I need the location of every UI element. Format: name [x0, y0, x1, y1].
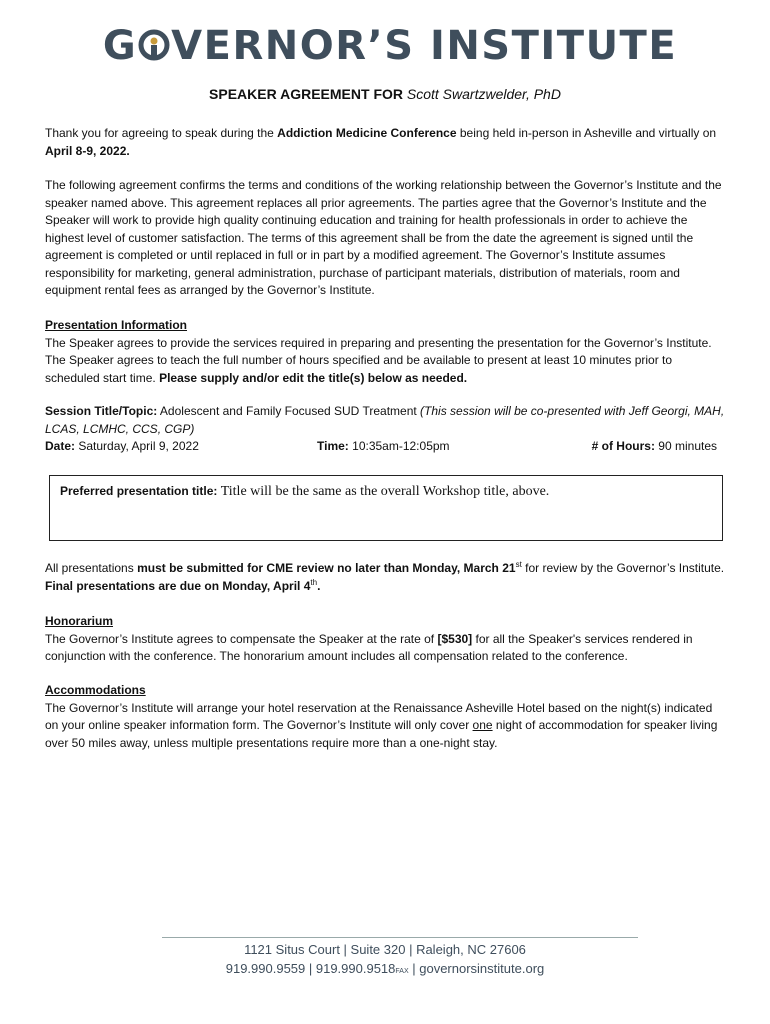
- presentation-heading: Presentation Information: [45, 318, 188, 332]
- logo-text-start: G: [102, 23, 138, 69]
- session-time: Time: 10:35am-12:05pm: [317, 439, 450, 453]
- footer-address: 1121 Situs Court | Suite 320 | Raleigh, NC 27606: [244, 942, 526, 957]
- footer-contact: 919.990.9559 | 919.990.9518FAX | governorsinstitute.org: [225, 961, 545, 976]
- session-title: Adolescent and Family Focused SUD Treatment: [159, 404, 417, 418]
- agreement-paragraph: The following agreement confirms the terms and conditions of the working relationship between the Governor’s Institute and the speaker named above. This agreement replaces all prior agreements. The parties agree that the Governor’s Institute and the Speaker will work to provide high quality continuing education and training for health professionals in order to achieve the highest level of customer satisfaction. The terms of this agreement shall be from the date the agreement is signed until the agreement is completed or until replaced in full or in part by a modified agreement. The Governor’s Institute assumes responsibility for marketing, general administration, purchase of participant materials, distribution of materials, room and equipment rental fees as arranged by the Governor’s Institute.: [45, 178, 722, 297]
- logo-o-person-icon: [138, 29, 170, 61]
- submission-paragraph: All presentations must be submitted for CME review no later than Monday, March 21st for review by the Governor’s Institute. Final presentations are due on Monday, April 4th.: [45, 560, 725, 593]
- footer-divider: [162, 937, 638, 938]
- honorarium-amount: [$530]: [437, 631, 473, 646]
- session-info: Session Title/Topic: Adolescent and Family Focused SUD Treatment (This session will be co-presented with Jeff Georgi, MAH, LCAS, LCMHC, CCS, CGP): [45, 404, 725, 436]
- logo-text-end: VERNOR’S INSTITUTE: [171, 23, 678, 69]
- preferred-title-value: Title will be the same as the overall Workshop title, above.: [220, 484, 550, 499]
- accommodations-heading: Accommodations: [45, 683, 146, 697]
- website-link[interactable]: | governorsinstitute.org: [412, 961, 545, 976]
- honorarium-heading: Honorarium: [45, 614, 114, 628]
- session-date: Date: Saturday, April 9, 2022: [45, 439, 199, 453]
- preferred-title-label: Preferred presentation title:: [60, 484, 218, 498]
- preferred-title-box[interactable]: [49, 475, 723, 541]
- speaker-name: Scott Swartzwelder, PhD: [406, 86, 561, 102]
- governors-institute-logo: [95, 24, 685, 68]
- honorarium-section: Honorarium The Governor’s Institute agrees to compensate the Speaker at the rate of [$530] for all the Speaker's services rendered in conjunction with the conference. The honorarium amount includes all compensation related to the conference.: [45, 613, 725, 666]
- presentation-section: Presentation Information The Speaker agrees to provide the services required in preparing and presenting the presentation for the Governor’s Institute. The Speaker agrees to teach the full number of hours specified and be available to present at least 10 minutes prior to scheduled start time. Please supply and/or edit the title(s) below as needed.: [45, 317, 725, 387]
- session-hours: # of Hours: 90 minutes: [591, 439, 717, 453]
- session-details-row: [45, 439, 717, 453]
- accommodations-section: Accommodations The Governor’s Institute will arrange your hotel reservation at the Renaissance Asheville Hotel based on the night(s) indicated on your online speaker information form. The Governor’s Institute will only cover one night of accommodation for speaker living over 50 miles away, unless multiple presentations require more than a one-night stay.: [45, 682, 725, 752]
- page-title: SPEAKER AGREEMENT FOR Scott Swartzwelder, PhD: [209, 86, 561, 102]
- intro-paragraph: Thank you for agreeing to speak during the Addiction Medicine Conference being held in-person in Asheville and virtually on April 8-9, 2022.: [45, 126, 717, 158]
